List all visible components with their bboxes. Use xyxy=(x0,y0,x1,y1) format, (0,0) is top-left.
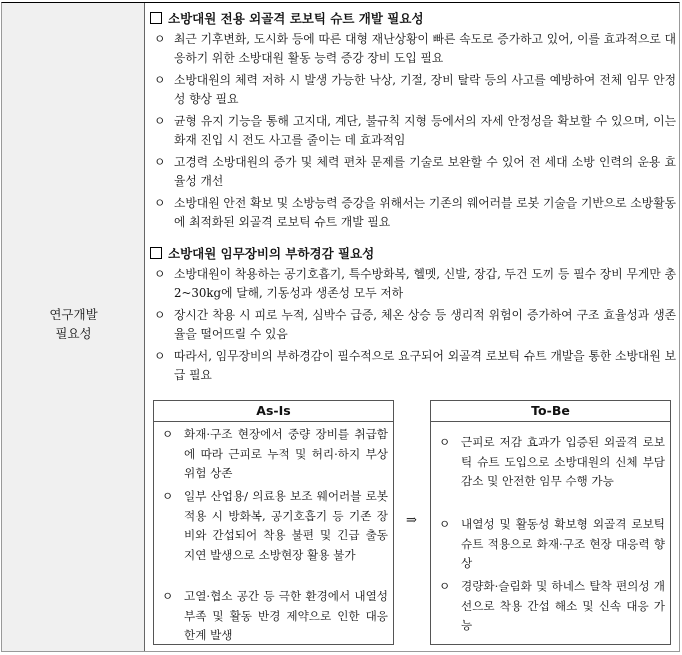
table-frame xyxy=(1,2,680,652)
list-item-text: 장시간 착용 시 피로 누적, 심박수 급증, 체온 상승 등 생리적 위험이 증가하여 구조 효율성과 생존율을 떨어뜨릴 수 있음 xyxy=(174,308,676,342)
as-is-title: As-Is xyxy=(154,401,393,422)
circle-bullet-icon: ㅇ xyxy=(439,517,451,531)
right-double-arrow-icon: ⇒ xyxy=(406,513,417,528)
list-item xyxy=(154,306,676,344)
circle-bullet-icon: ㅇ xyxy=(154,155,166,169)
list-item xyxy=(439,433,665,492)
circle-bullet-icon: ㅇ xyxy=(162,589,174,603)
circle-bullet-icon: ㅇ xyxy=(154,114,166,128)
to-be-title: To-Be xyxy=(431,401,670,422)
circle-bullet-icon: ㅇ xyxy=(439,435,451,449)
list-item-text: 소방대원 안전 확보 및 소방능력 증강을 위해서는 기존의 웨어러블 로봇 기술을 기반으로 소방활동에 최적화된 외골격 로보틱 슈트 개발 필요 xyxy=(174,196,676,230)
section-title-text: 소방대원 전용 외골격 로보틱 슈트 개발 필요성 xyxy=(168,11,424,26)
list-item-text: 소방대원이 착용하는 공기호흡기, 특수방화복, 헬멧, 신발, 장갑, 두건 도끼 등 필수 장비 무게만 총 2~30kg에 달해, 기동성과 생존성 모두 저하 xyxy=(174,267,676,301)
list-item-text: 고경력 소방대원의 증가 및 체력 편차 문제를 기술로 보완할 수 있어 전 세대 소방 인력의 운용 효율성 개선 xyxy=(174,155,676,189)
list-item xyxy=(439,515,665,574)
list-item xyxy=(154,194,676,232)
circle-bullet-icon: ㅇ xyxy=(154,308,166,322)
row-label xyxy=(2,305,145,343)
list-item-text: 소방대원의 체력 저하 시 발생 가능한 낙상, 기절, 장비 탈락 등의 사고를 예방하여 전체 임무 안정성 향상 필요 xyxy=(174,73,676,107)
list-item-text: 최근 기후변화, 도시화 등에 따른 대형 재난상황이 빠른 속도로 증가하고 있어, 이를 효과적으로 대응하기 위한 소방대원 활동 능력 증강 장비 도입 필요 xyxy=(174,32,676,66)
as-is-box xyxy=(153,400,394,645)
list-item xyxy=(154,71,676,109)
section-title xyxy=(150,244,374,262)
row-label-line: 연구개발 xyxy=(49,307,98,322)
row-label-cell xyxy=(2,3,145,651)
list-item xyxy=(154,153,676,191)
content-cell xyxy=(148,3,679,651)
circle-bullet-icon: ㅇ xyxy=(154,196,166,210)
list-item-text: 근피로 저감 효과가 입증된 외골격 로보틱 슈트 도입으로 소방대원의 신체 부담 감소 및 안전한 임무 수행 가능 xyxy=(461,435,665,489)
checkbox-square-icon xyxy=(150,12,162,24)
list-item xyxy=(162,487,388,565)
list-item-text: 경량화·슬림화 및 하네스 탈착 편의성 개선으로 착용 간섭 해소 및 신속 대응 가능 xyxy=(461,579,665,633)
list-item xyxy=(162,587,388,646)
list-item-text: 화재·구조 현장에서 중량 장비를 취급함에 따라 근피로 누적 및 허리·하지 부상 위험 상존 xyxy=(184,427,388,481)
list-item-text: 일부 산업용/ 의료용 보조 웨어러블 로봇 적용 시 방화복, 공기호흡기 등 기존 장비와 간섭되어 착용 불편 및 긴급 출동 지연 발생으로 소방현장 활용 불가 xyxy=(184,489,388,562)
checkbox-square-icon xyxy=(150,247,162,259)
circle-bullet-icon: ㅇ xyxy=(439,579,451,593)
section-title xyxy=(150,9,424,27)
circle-bullet-icon: ㅇ xyxy=(162,427,174,441)
to-be-box xyxy=(430,400,671,645)
circle-bullet-icon: ㅇ xyxy=(154,349,166,363)
list-item-text: 따라서, 임무장비의 부하경감이 필수적으로 요구되어 외골격 로보틱 슈트 개발을 통한 소방대원 보급 필요 xyxy=(174,349,676,383)
list-item-text: 고열·협소 공간 등 극한 환경에서 내열성 부족 및 활동 반경 제약으로 인한 대응 한계 발생 xyxy=(184,589,388,643)
row-label-line: 필요성 xyxy=(55,326,92,341)
circle-bullet-icon: ㅇ xyxy=(154,267,166,281)
list-item-text: 균형 유지 기능을 통해 고지대, 계단, 불규칙 지형 등에서의 자세 안정성을 확보할 수 있으며, 이는 화재 진입 시 전도 사고를 줄이는 데 효과적임 xyxy=(174,114,676,148)
list-item xyxy=(154,265,676,303)
list-item xyxy=(154,347,676,385)
list-item xyxy=(439,577,665,636)
list-item xyxy=(154,30,676,68)
circle-bullet-icon: ㅇ xyxy=(162,489,174,503)
list-item-text: 내열성 및 활동성 확보형 외골격 로보틱 슈트 적용으로 화재·구조 현장 대응력 향상 xyxy=(461,517,665,571)
circle-bullet-icon: ㅇ xyxy=(154,32,166,46)
list-item xyxy=(154,112,676,150)
circle-bullet-icon: ㅇ xyxy=(154,73,166,87)
list-item xyxy=(162,425,388,484)
section-title-text: 소방대원 임무장비의 부하경감 필요성 xyxy=(168,246,375,261)
